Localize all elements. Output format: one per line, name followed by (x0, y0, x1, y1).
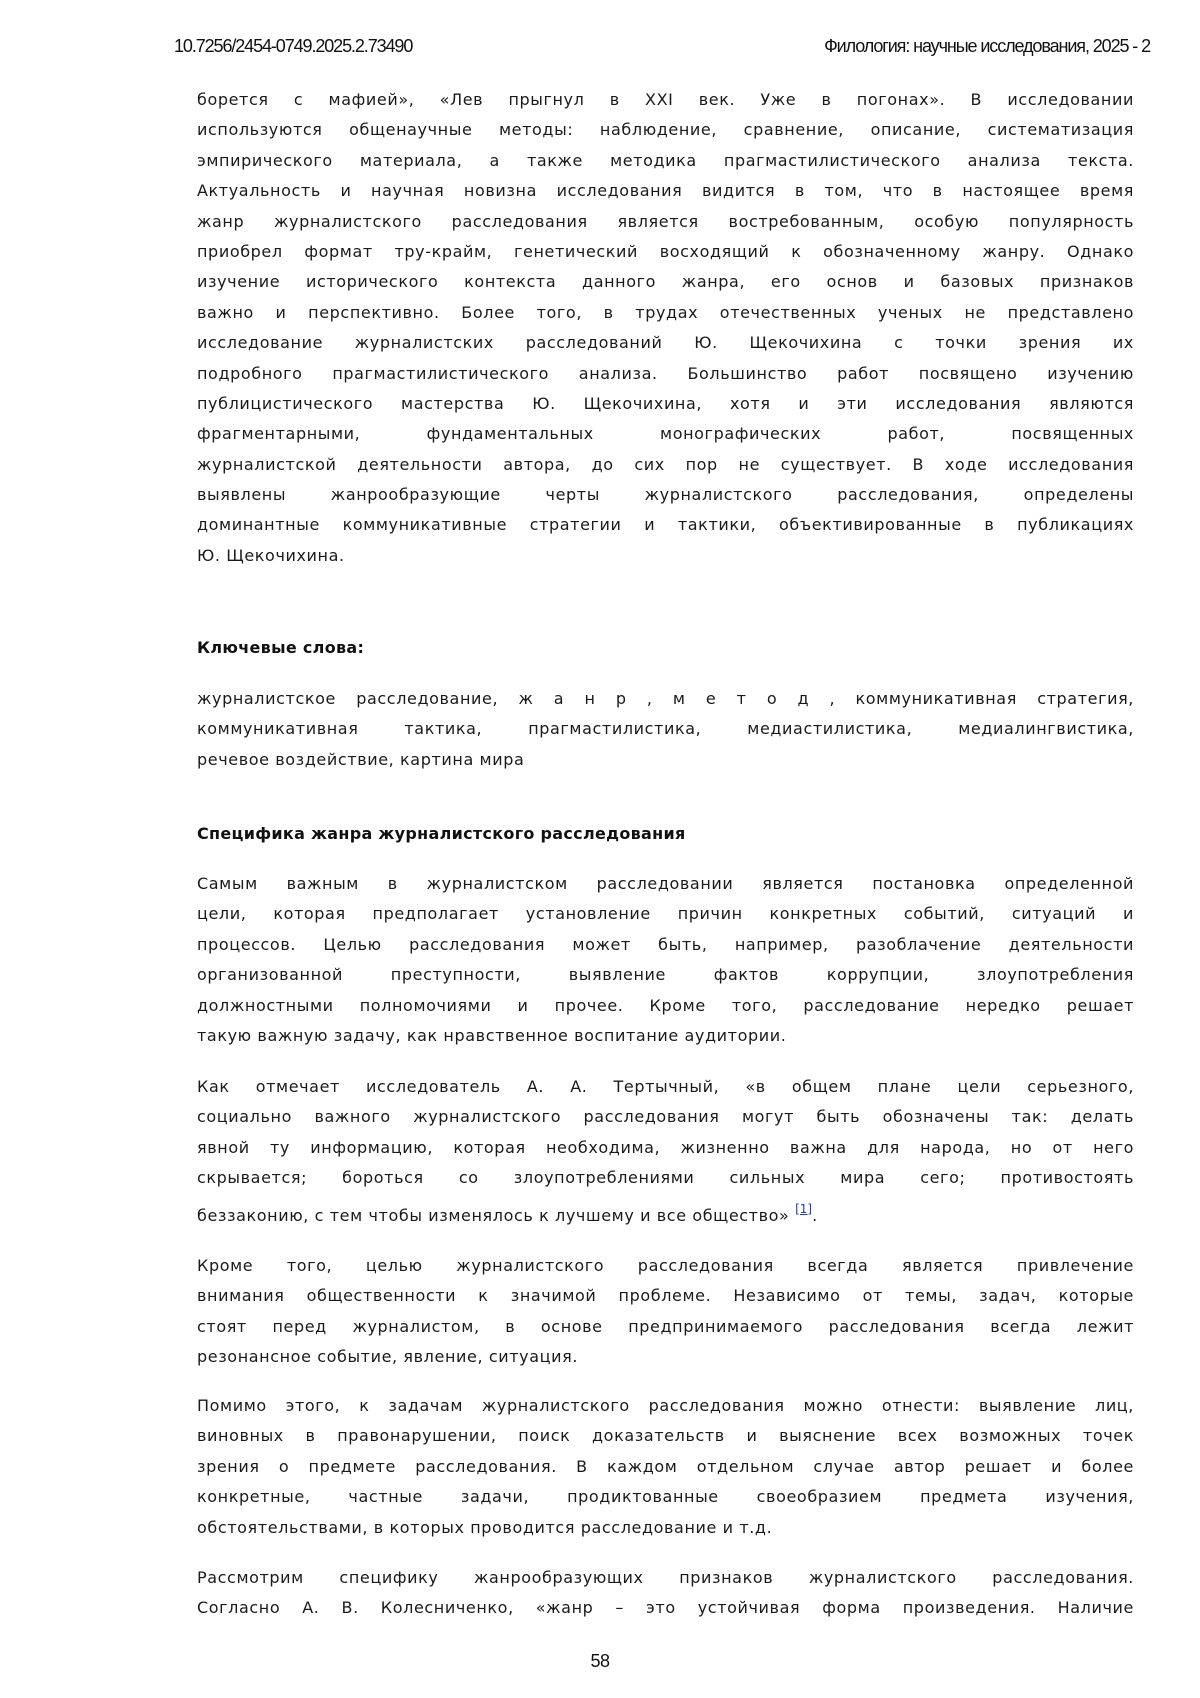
journal-title: Филология: научные исследования, 2025 - 2 (824, 36, 1150, 56)
text-line (197, 1072, 1134, 1102)
text-line (197, 899, 1134, 929)
text-line-content: социально важного журналистского расследования могут быть обозначены так: делать (197, 1107, 1134, 1127)
text-line (197, 1452, 1134, 1482)
text-line (197, 541, 1134, 571)
text-line-content: жанр журналистского расследования является востребованным, особую популярность (197, 211, 1134, 231)
text-line (197, 1342, 1134, 1372)
paragraph (197, 1251, 1134, 1373)
text-line-content: скрывается; бороться со злоупотреблениями сильных мира сего; противостоять (197, 1168, 1134, 1188)
paragraph (197, 1391, 1134, 1543)
text-line-content: цели, которая предполагает установление причин конкретных событий, ситуаций и (197, 904, 1134, 924)
text-line (197, 1312, 1134, 1342)
text-line (197, 1563, 1134, 1593)
keywords (197, 684, 1134, 775)
text-line-content: зрения о предмете расследования. В каждом отдельном случае автор решает и более (197, 1456, 1134, 1476)
text-line-content: резонансное событие, явление, ситуация. (197, 1347, 579, 1367)
text-line (197, 960, 1134, 990)
text-line (197, 1102, 1134, 1132)
text-line-content: Ю. Щекочихина. (197, 545, 345, 565)
text-line (197, 745, 1134, 775)
text-line-content: стоят перед журналистом, в основе предпринимаемого расследования всегда лежит (197, 1316, 1134, 1336)
text-line-content: подробного прагмастилистического анализа. Большинство работ посвящено изучению (197, 363, 1134, 383)
text-line (197, 480, 1134, 510)
text-line-content: Рассмотрим специфику жанрообразующих признаков журналистского расследования. (197, 1568, 1134, 1587)
text-line (197, 1021, 1134, 1051)
text-line (197, 1513, 1134, 1543)
text-line (197, 1251, 1134, 1281)
text-line-content: Помимо этого, к задачам журналистского расследования можно отнести: выявление лиц, (197, 1396, 1134, 1415)
text-line (197, 328, 1134, 358)
text-line (197, 510, 1134, 540)
text-line (197, 1421, 1134, 1451)
text-line (197, 237, 1134, 267)
text-line (197, 389, 1134, 419)
text-line (197, 1194, 1134, 1228)
text-line-content: Как отмечает исследователь А. А. Тертычный, «в общем плане цели серьезного, (197, 1077, 1134, 1096)
text-line (197, 1281, 1134, 1311)
text-line-content: Актуальность и научная новизна исследования видится в том, что в настоящее время (197, 181, 1134, 201)
text-line-content: Самым важным в журналистском расследовании является постановка определенной (197, 874, 1134, 893)
text-line-content: процессов. Целью расследования может быть, например, разоблачение деятельности (197, 934, 1134, 954)
text-line-content: обстоятельствами, в которых проводится расследование и т.д. (197, 1517, 773, 1537)
page-number: 58 (590, 1651, 610, 1671)
text-line (197, 1163, 1134, 1193)
text-line (197, 1133, 1134, 1163)
text-line (197, 714, 1134, 744)
text-line (197, 1593, 1134, 1623)
text-line (197, 450, 1134, 480)
text-line (197, 176, 1134, 206)
text-line (197, 85, 1134, 115)
text-line (197, 146, 1134, 176)
text-line-content: журналистское расследование, ж а н р , м е т о д , коммуникативная стратегия, (197, 689, 1134, 708)
text-line-content: изучение исторического контекста данного жанра, его основ и базовых признаков (197, 272, 1134, 292)
text-line (197, 207, 1134, 237)
paragraph (197, 869, 1134, 1051)
text-line-content: явной ту информацию, которая необходима, жизненно важна для народа, но от него (197, 1137, 1134, 1157)
text-line-content: доминантные коммуникативные стратегии и тактики, объективированные в публикациях (197, 515, 1134, 535)
doi: 10.7256/2454-0749.2025.2.73490 (174, 36, 413, 56)
text-line-content: выявлены жанрообразующие черты журналистского расследования, определены (197, 485, 1134, 505)
text-line (197, 991, 1134, 1021)
text-line-content: исследование журналистских расследований Ю. Щекочихина с точки зрения их (197, 333, 1134, 353)
text-line-content: внимания общественности к значимой проблеме. Независимо от темы, задач, которые (197, 1286, 1134, 1306)
text-line (197, 930, 1134, 960)
abstract (197, 85, 1134, 571)
paragraph (197, 1072, 1134, 1228)
text-line-content: конкретные, частные задачи, продиктованные своеобразием предмета изучения, (197, 1487, 1134, 1507)
text-line (197, 298, 1134, 328)
text-line-content: Кроме того, целью журналистского расследования всегда является привлечение (197, 1256, 1134, 1275)
text-line-content: приобрел формат тру-крайм, генетический восходящий к обозначенному жанру. Однако (197, 241, 1134, 261)
text-line (197, 359, 1134, 389)
text-line-content: борется с мафией», «Лев прыгнул в XXI век. Уже в погонах». В исследовании (197, 90, 1134, 109)
text-line-content: важно и перспективно. Более того, в трудах отечественных ученых не представлено (197, 302, 1134, 322)
text-line (197, 1482, 1134, 1512)
text-line (197, 869, 1134, 899)
text-line-content: речевое воздействие, картина мира (197, 749, 525, 769)
text-line-content: виновных в правонарушении, поиск доказательств и выяснение всех возможных точек (197, 1426, 1134, 1446)
text-line-content: журналистской деятельности автора, до сих пор не существует. В ходе исследования (197, 454, 1134, 474)
text-line (197, 684, 1134, 714)
keywords-label: Ключевые слова: (197, 638, 365, 657)
footnote-link[interactable]: [1] (795, 1201, 813, 1216)
text-line-content: беззаконию, с тем чтобы изменялось к лучшему и все общество» (197, 1205, 790, 1225)
text-line-content: эмпирического материала, а также методика прагмастилистического анализа текста. (197, 150, 1134, 170)
text-line-content: фрагментарными, фундаментальных монографических работ, посвященных (197, 424, 1134, 444)
text-line-content: такую важную задачу, как нравственное воспитание аудитории. (197, 1025, 787, 1045)
text-tail: . (812, 1205, 818, 1225)
text-line (197, 419, 1134, 449)
text-line-content: публицистического мастерства Ю. Щекочихина, хотя и эти исследования являются (197, 393, 1134, 413)
section-heading: Специфика жанра журналистского расследования (197, 824, 686, 843)
text-line-content: Согласно А. В. Колесниченко, «жанр – это устойчивая форма произведения. Наличие (197, 1598, 1134, 1618)
text-line-content: организованной преступности, выявление фактов коррупции, злоупотребления (197, 965, 1134, 985)
text-line (197, 267, 1134, 297)
text-line-content: используются общенаучные методы: наблюдение, сравнение, описание, систематизация (197, 120, 1134, 140)
text-line (197, 1391, 1134, 1421)
text-line (197, 115, 1134, 145)
paragraph (197, 1563, 1134, 1624)
text-line-content: должностными полномочиями и прочее. Кроме того, расследование нередко решает (197, 995, 1134, 1015)
text-line-content: коммуникативная тактика, прагмастилистика, медиастилистика, медиалингвистика, (197, 719, 1134, 739)
